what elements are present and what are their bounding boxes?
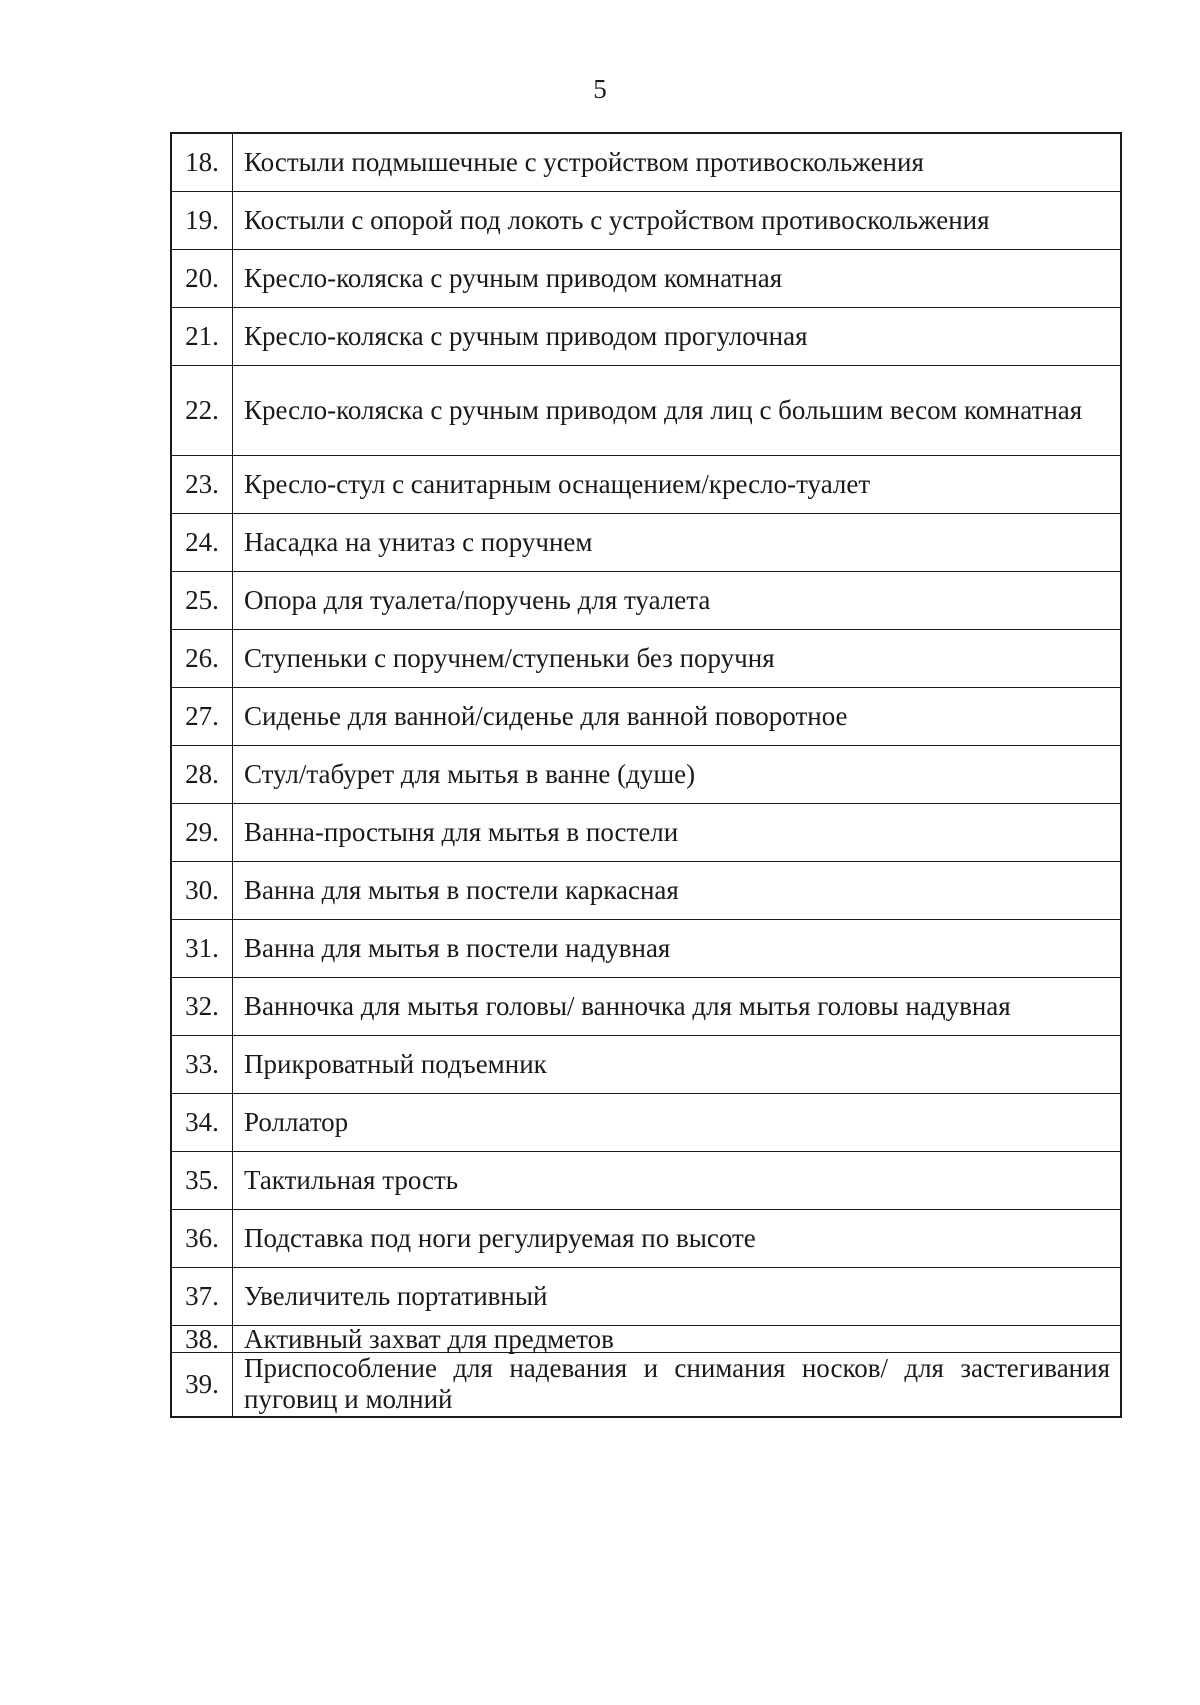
item-number: 34. [171, 1093, 233, 1151]
item-name: Насадка на унитаз с поручнем [233, 513, 1122, 571]
table-row [171, 1267, 1121, 1325]
table-row [171, 977, 1121, 1035]
items-table [170, 132, 1122, 1418]
table-row [171, 1325, 1121, 1352]
item-number: 25. [171, 571, 233, 629]
item-name: Приспособление для надевания и снимания носков/ для застегивания пуговиц и молний [233, 1352, 1122, 1417]
item-name: Костыли с опорой под локоть с устройством противоскольжения [233, 191, 1122, 249]
table-row [171, 133, 1121, 191]
table-row [171, 1352, 1121, 1417]
item-name: Стул/табурет для мытья в ванне (душе) [233, 745, 1122, 803]
table-row [171, 919, 1121, 977]
item-name: Опора для туалета/поручень для туалета [233, 571, 1122, 629]
item-number: 24. [171, 513, 233, 571]
table-row [171, 803, 1121, 861]
item-name: Кресло-стул с санитарным оснащением/кресло-туалет [233, 455, 1122, 513]
table-row [171, 1035, 1121, 1093]
item-name: Костыли подмышечные с устройством противоскольжения [233, 133, 1122, 191]
item-name: Ванночка для мытья головы/ ванночка для мытья головы надувная [233, 977, 1122, 1035]
item-name: Активный захват для предметов [233, 1325, 1122, 1352]
item-name: Роллатор [233, 1093, 1122, 1151]
item-name: Ванна для мытья в постели надувная [233, 919, 1122, 977]
table-row [171, 1151, 1121, 1209]
item-number: 26. [171, 629, 233, 687]
item-number: 35. [171, 1151, 233, 1209]
table-row [171, 455, 1121, 513]
item-number: 19. [171, 191, 233, 249]
table-row [171, 249, 1121, 307]
item-name: Кресло-коляска с ручным приводом комнатная [233, 249, 1122, 307]
item-number: 36. [171, 1209, 233, 1267]
table-row [171, 861, 1121, 919]
table-row [171, 1093, 1121, 1151]
table-row [171, 687, 1121, 745]
table-row [171, 307, 1121, 365]
item-name: Тактильная трость [233, 1151, 1122, 1209]
table-row [171, 365, 1121, 455]
item-name: Кресло-коляска с ручным приводом прогулочная [233, 307, 1122, 365]
item-number: 20. [171, 249, 233, 307]
table-row [171, 191, 1121, 249]
item-number: 39. [171, 1352, 233, 1417]
item-number: 38. [171, 1325, 233, 1352]
item-name: Ванна-простыня для мытья в постели [233, 803, 1122, 861]
item-number: 31. [171, 919, 233, 977]
item-name: Кресло-коляска с ручным приводом для лиц с большим весом комнатная [233, 365, 1122, 455]
item-number: 33. [171, 1035, 233, 1093]
table-row [171, 571, 1121, 629]
item-name: Прикроватный подъемник [233, 1035, 1122, 1093]
page-number: 5 [593, 74, 607, 104]
item-name: Ванна для мытья в постели каркасная [233, 861, 1122, 919]
item-number: 28. [171, 745, 233, 803]
item-name: Ступеньки с поручнем/ступеньки без поручня [233, 629, 1122, 687]
item-number: 22. [171, 365, 233, 455]
item-number: 27. [171, 687, 233, 745]
item-name: Сиденье для ванной/сиденье для ванной поворотное [233, 687, 1122, 745]
item-number: 30. [171, 861, 233, 919]
item-number: 21. [171, 307, 233, 365]
item-name: Увеличитель портативный [233, 1267, 1122, 1325]
item-number: 29. [171, 803, 233, 861]
table-row [171, 629, 1121, 687]
table-row [171, 745, 1121, 803]
item-number: 18. [171, 133, 233, 191]
table-row [171, 513, 1121, 571]
item-name: Подставка под ноги регулируемая по высоте [233, 1209, 1122, 1267]
item-number: 23. [171, 455, 233, 513]
item-number: 32. [171, 977, 233, 1035]
table-row [171, 1209, 1121, 1267]
item-number: 37. [171, 1267, 233, 1325]
